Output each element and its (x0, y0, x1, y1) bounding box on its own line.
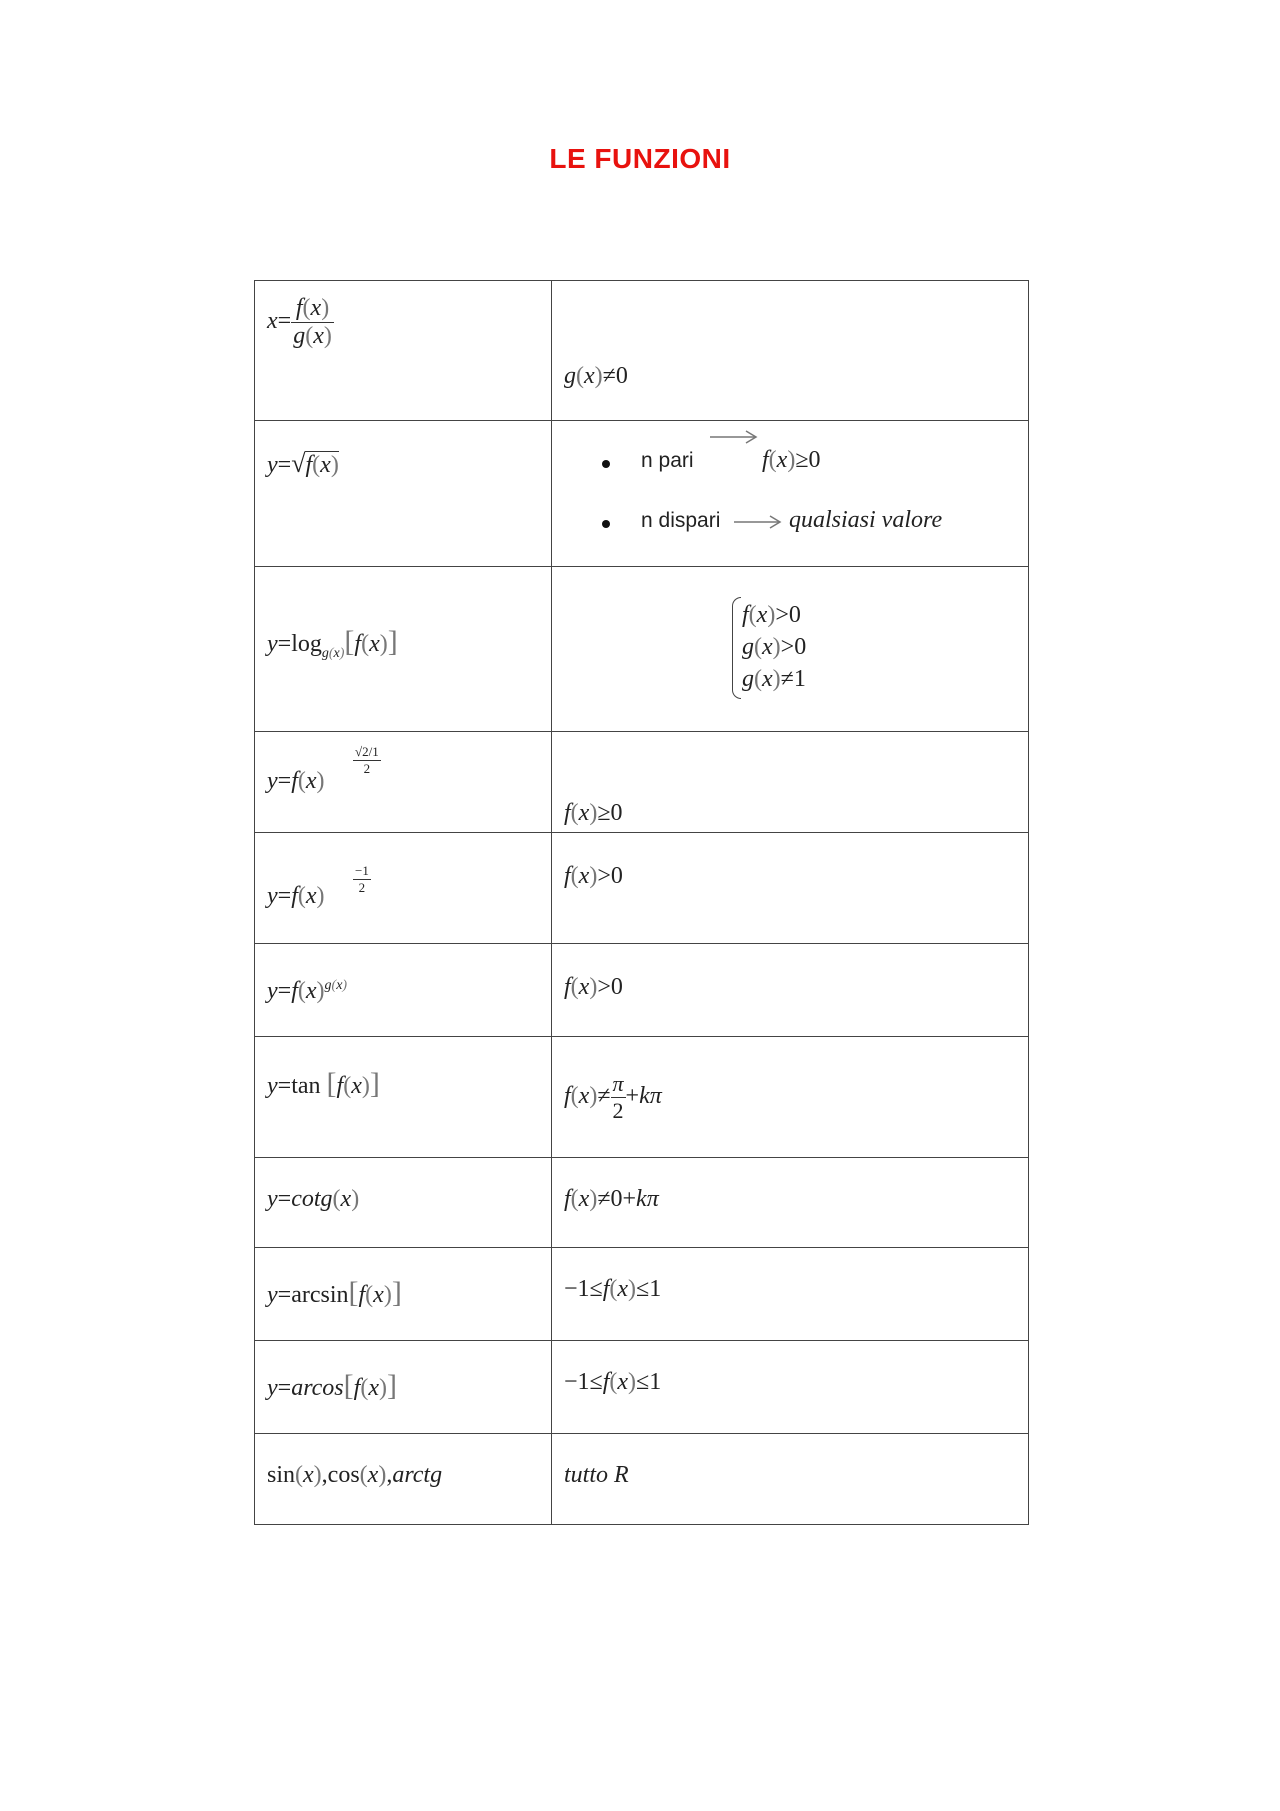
system-brace (732, 597, 741, 699)
table-row (255, 1341, 1029, 1434)
table-row (255, 732, 1029, 833)
formula-cotg: y=cotg(x) (267, 1186, 360, 1212)
function-cell (255, 833, 552, 944)
condition-cell (552, 833, 1029, 944)
table-row (255, 421, 1029, 567)
function-cell (255, 421, 552, 567)
condition-cell (552, 1341, 1029, 1434)
formula-root: y=√f(x) (267, 449, 339, 478)
function-cell (255, 732, 552, 833)
qualsiasi-valore: qualsiasi valore (789, 507, 943, 533)
arrow-right-icon (732, 514, 784, 530)
condition-fx-gt-zero: f(x)>0 (564, 974, 623, 1000)
condition-arcsin: −1≤f(x)≤1 (564, 1276, 662, 1302)
formula-log: $y=\log_{g(x)}[f(x)]$ (267, 625, 398, 661)
formula-power-neg-half: y=f(x) (267, 883, 325, 909)
condition-fx-geq-zero: f(x)≥0 (564, 800, 623, 826)
table-row (255, 833, 1029, 944)
formula-power-sqrt: y=f(x) (267, 768, 325, 794)
condition-cell (552, 421, 1029, 567)
formula-trig-list: sin(x),cos(x),arctg (267, 1462, 443, 1488)
formula-tan: y=tan [f(x)] (267, 1067, 380, 1100)
condition-cell (552, 1434, 1029, 1525)
table-row (255, 1434, 1029, 1525)
function-cell (255, 281, 552, 421)
condition-cell (552, 1248, 1029, 1341)
condition-cotg: f(x)≠0+kπ (564, 1186, 659, 1212)
formula-power-gx: $y=f(x)^{g(x)}$ (267, 978, 348, 1004)
formula-arcsin: y=arcsin[f(x)] (267, 1276, 402, 1309)
n-pari-label: n pari (641, 449, 694, 472)
condition-fx-geq-zero: f(x)≥0 (762, 447, 821, 473)
function-cell (255, 567, 552, 732)
condition-cell (552, 567, 1029, 732)
table-row (255, 944, 1029, 1037)
exponent-fraction: √2/1 2 (355, 744, 379, 776)
table-row (255, 1037, 1029, 1158)
function-cell (255, 1248, 552, 1341)
function-cell (255, 944, 552, 1037)
exponent-fraction: −1 2 (355, 863, 369, 895)
condition-cell (552, 732, 1029, 833)
function-cell (255, 1341, 552, 1434)
table-row (255, 567, 1029, 732)
function-cell (255, 1037, 552, 1158)
condition-tan: f(x)≠ $\frac{\pi}{2}$ +kπ (564, 1071, 662, 1123)
formula-arcos: y=arcos[f(x)] (267, 1369, 397, 1402)
condition-gx-nonzero: g(x)≠0 (564, 363, 628, 389)
function-cell (255, 1158, 552, 1248)
condition-fx-gt-zero: f(x)>0 (564, 863, 623, 889)
arrow-right-icon (708, 429, 760, 445)
condition-cell (552, 944, 1029, 1037)
condition-arcos: −1≤f(x)≤1 (564, 1369, 662, 1395)
bullet-icon (602, 460, 610, 468)
functions-table (254, 280, 1029, 1525)
table-row (255, 1158, 1029, 1248)
condition-cell (552, 1158, 1029, 1248)
table-row (255, 1248, 1029, 1341)
condition-all-real: tutto R (564, 1462, 629, 1488)
condition-system: f(x)>0 g(x)>0 g(x)≠1 (742, 602, 807, 692)
page-title: LE FUNZIONI (549, 143, 731, 174)
bullet-icon (602, 520, 610, 528)
condition-cell (552, 1037, 1029, 1158)
n-dispari-label: n dispari (641, 509, 721, 532)
function-cell (255, 1434, 552, 1525)
table-row (255, 281, 1029, 421)
condition-cell (552, 281, 1029, 421)
formula-quotient: x= $\frac{f(x)}{g(x)}$ (267, 295, 332, 349)
